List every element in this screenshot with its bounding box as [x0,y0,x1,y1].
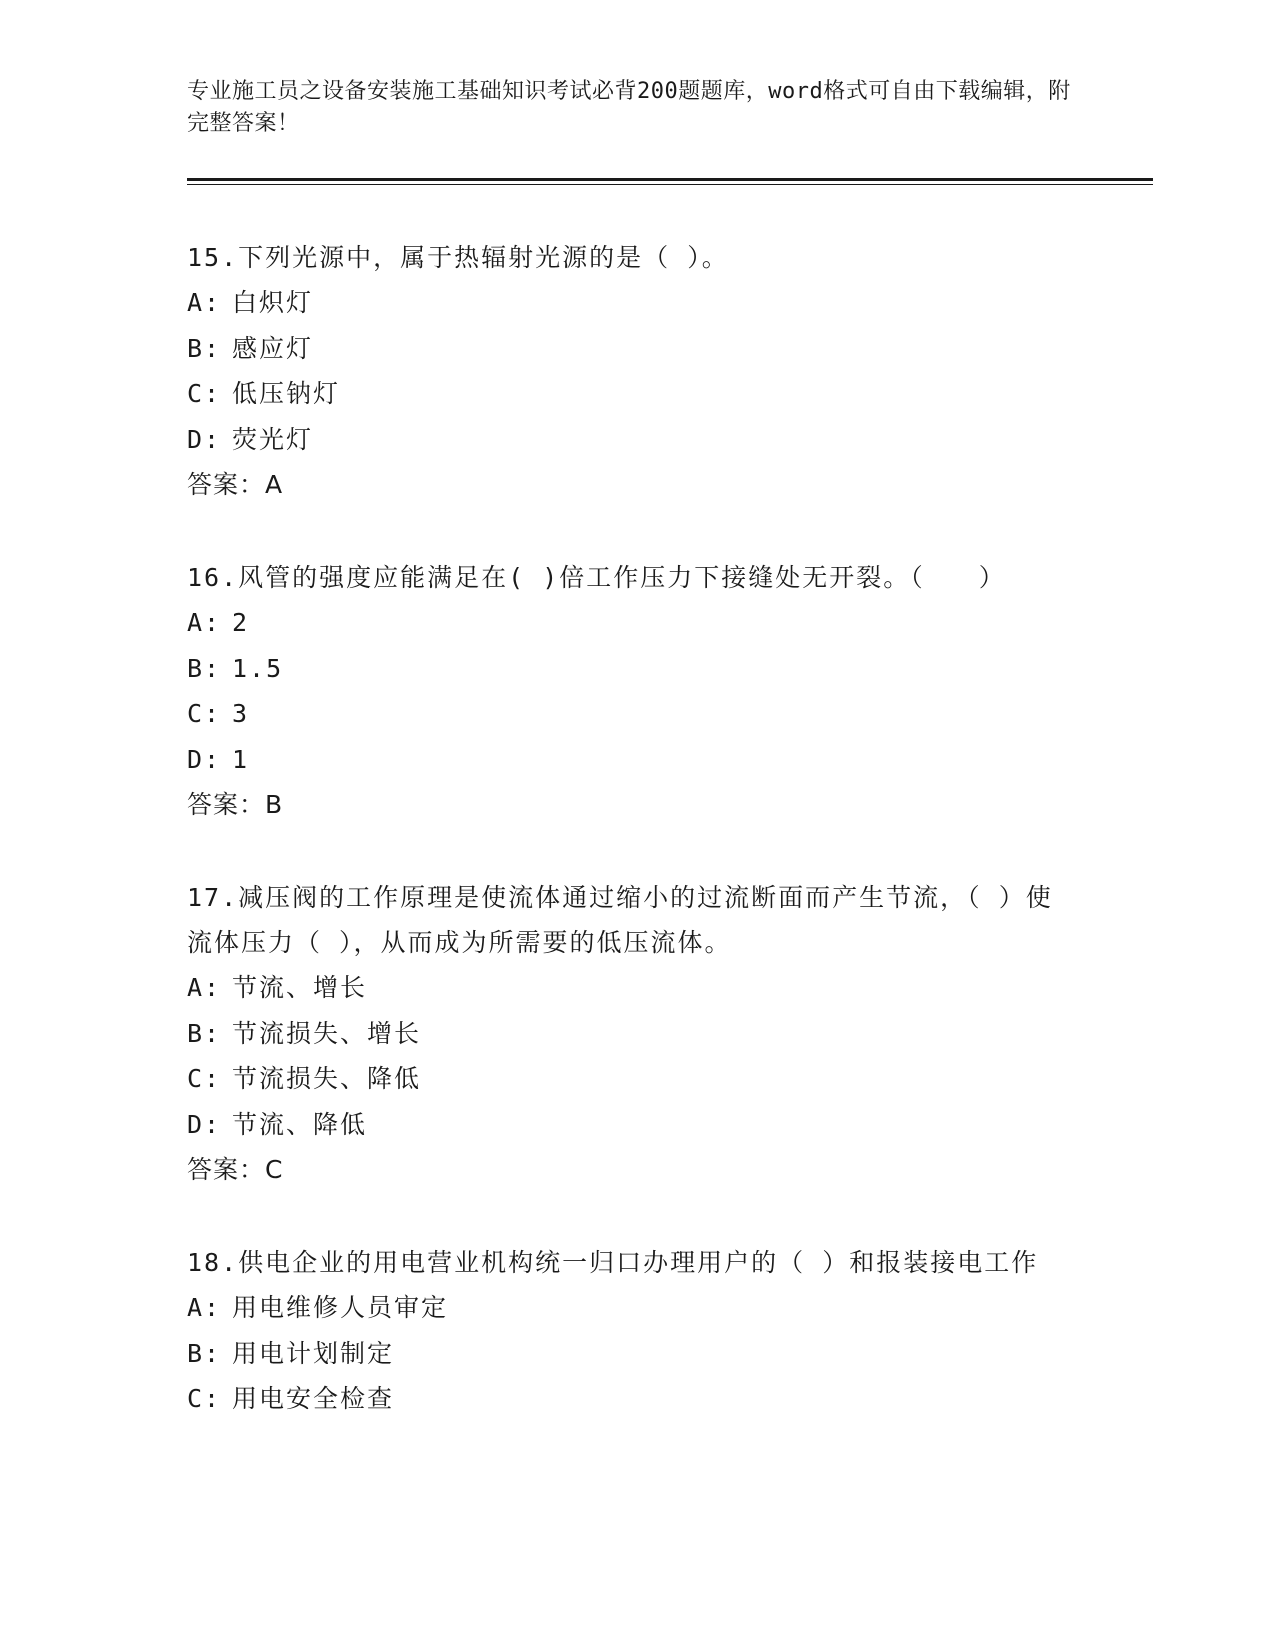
question-text: 18.供电企业的用电营业机构统一归口办理用户的（ ）和报装接电工作 [187,1248,1039,1277]
question-16 [187,555,1067,828]
option-letter: D: [187,424,222,454]
option-letter: A: [187,1293,222,1322]
option-text: 白炽灯 [232,288,314,317]
option-text: 节流损失、增长 [232,1018,422,1048]
option-d [187,417,1067,463]
question-17 [187,875,1067,1193]
option-text: 用电维修人员审定 [232,1293,449,1322]
option-b [187,646,1067,692]
option-letter: A: [187,288,222,317]
question-text: 16.风管的强度应能满足在( )倍工作压力下接缝处无开裂。（ ） [187,563,1006,592]
option-c [187,1376,1067,1422]
option-letter: C: [187,699,222,728]
option-letter: B: [187,333,222,363]
question-15 [187,235,1067,508]
question-18 [187,1240,1067,1422]
option-letter: C: [187,1064,222,1093]
option-letter: C: [187,1384,222,1413]
option-text: 用电安全检查 [232,1384,395,1413]
option-text: 节流、增长 [232,973,368,1002]
question-text: 15.下列光源中，属于热辐射光源的是（ ）。 [187,243,729,272]
option-text: 节流、降低 [232,1109,368,1139]
option-letter: D: [187,744,222,774]
option-c [187,691,1067,737]
option-c [187,371,1067,417]
header-divider-thin [187,184,1153,185]
answer: 答案：C [187,1155,284,1184]
document-header: 专业施工员之设备安装施工基础知识考试必背200题题库，word格式可自由下载编辑，附完整答案！ [187,79,1071,136]
option-a [187,965,1067,1011]
option-text: 3 [232,699,250,728]
option-text: 1.5 [232,653,284,683]
option-text: 低压钠灯 [232,379,341,408]
option-text: 1 [232,744,250,774]
option-c [187,1056,1067,1102]
option-letter: A: [187,608,222,637]
option-a [187,600,1067,646]
option-letter: B: [187,653,222,683]
option-b [187,326,1067,372]
header-divider-thick [187,178,1153,181]
option-b [187,1011,1067,1057]
option-letter: C: [187,379,222,408]
option-text: 荧光灯 [232,424,314,454]
option-letter: B: [187,1338,222,1368]
option-d [187,737,1067,783]
question-text: 17.减压阀的工作原理是使流体通过缩小的过流断面而产生节流，（ ）使流体压力（ ），从而成为所需要的低压流体。 [187,883,1053,957]
option-letter: D: [187,1109,222,1139]
option-letter: B: [187,1018,222,1048]
answer: 答案：A [187,470,284,499]
option-a [187,280,1067,326]
option-b [187,1331,1067,1377]
option-text: 用电计划制定 [232,1338,395,1368]
option-text: 感应灯 [232,333,314,363]
answer: 答案：B [187,790,284,819]
option-a [187,1285,1067,1331]
option-text: 节流损失、降低 [232,1064,422,1093]
option-d [187,1102,1067,1148]
option-letter: A: [187,973,222,1002]
option-text: 2 [232,608,250,637]
